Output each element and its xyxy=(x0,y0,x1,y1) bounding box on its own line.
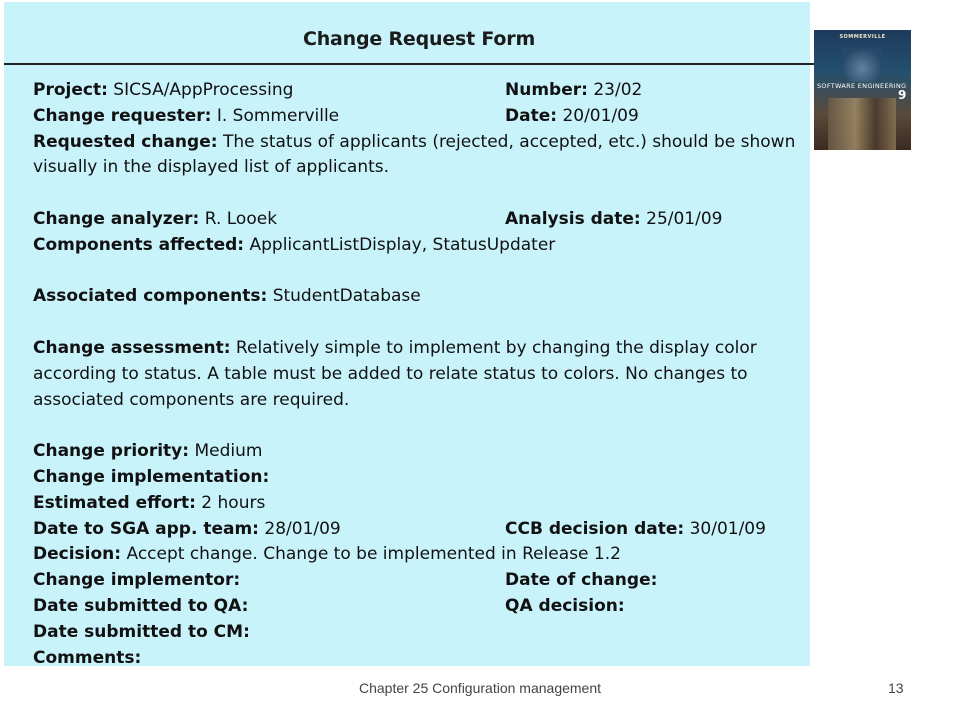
spacer xyxy=(33,413,801,439)
book-cover-art-building xyxy=(828,98,896,150)
title-divider xyxy=(4,63,814,65)
ccb-decision-date-label: CCB decision date: xyxy=(505,518,685,539)
ccb-decision-date-value: 30/01/09 xyxy=(684,518,766,539)
date-to-sga-label: Date to SGA app. team: xyxy=(33,518,259,539)
form-title: Change Request Form xyxy=(302,28,536,50)
date-label: Date: xyxy=(505,105,558,126)
estimated-effort-value: 2 hours xyxy=(195,492,266,513)
form-row-components-affected xyxy=(33,233,801,259)
form-row-decision xyxy=(33,542,801,568)
form-row-requester xyxy=(33,104,801,130)
spacer xyxy=(33,310,801,336)
qa-decision-label: QA decision: xyxy=(505,595,625,616)
book-cover-art-sky xyxy=(842,48,882,82)
project-value: SICSA/AppProcessing xyxy=(107,80,294,100)
book-title: SOFTWARE ENGINEERING xyxy=(817,82,907,90)
decision-value: Accept change. Change to be implemented in Release 1.2 xyxy=(121,544,621,565)
form-row-comments xyxy=(33,646,801,672)
change-implementation-label: Change implementation: xyxy=(33,466,270,487)
change-requester-value: I. Sommerville xyxy=(211,105,340,126)
estimated-effort-label: Estimated effort: xyxy=(33,492,196,513)
associated-components-label: Associated components: xyxy=(33,286,268,307)
date-submitted-qa-label: Date submitted to QA: xyxy=(33,595,249,616)
project-label: Project: xyxy=(33,80,108,100)
date-of-change-label: Date of change: xyxy=(505,570,658,591)
slide-footer: Chapter 25 Configuration management xyxy=(358,680,602,696)
requested-change-label: Requested change: xyxy=(33,131,218,152)
form-row-analyzer xyxy=(33,207,801,233)
requested-change-value: The status of applicants (rejected, accepted, etc.) should be shown visually in the displayed list of applicants. xyxy=(33,131,796,178)
form-row-implementation xyxy=(33,465,801,491)
number-label: Number: xyxy=(505,80,588,100)
date-submitted-cm-label: Date submitted to CM: xyxy=(33,621,250,642)
change-priority-label: Change priority: xyxy=(33,441,190,462)
slide-page-number: 13 xyxy=(888,680,904,696)
form-row-priority xyxy=(33,439,801,465)
change-priority-value: Medium xyxy=(189,441,263,462)
analysis-date-label: Analysis date: xyxy=(505,208,641,229)
change-assessment-label: Change assessment: xyxy=(33,337,231,358)
spacer xyxy=(33,259,801,285)
form-row-effort xyxy=(33,491,801,517)
change-request-form xyxy=(4,2,810,666)
components-affected-value: ApplicantListDisplay, StatusUpdater xyxy=(244,234,556,255)
form-row-implementor xyxy=(33,568,801,594)
form-row-associated-components xyxy=(33,284,801,310)
decision-label: Decision: xyxy=(33,544,122,565)
form-row-cm xyxy=(33,620,801,646)
comments-label: Comments: xyxy=(33,647,142,668)
change-analyzer-value: R. Looek xyxy=(199,208,278,229)
form-body xyxy=(33,78,801,671)
change-implementor-label: Change implementor: xyxy=(33,570,241,591)
form-row-qa xyxy=(33,594,801,620)
form-row-requested-change xyxy=(33,130,801,182)
components-affected-label: Components affected: xyxy=(33,234,245,255)
book-cover-image xyxy=(814,30,911,150)
change-analyzer-label: Change analyzer: xyxy=(33,208,200,229)
book-author: SOMMERVILLE xyxy=(839,34,886,40)
book-edition: 9 xyxy=(898,88,907,102)
number-value: 23/02 xyxy=(587,80,643,100)
associated-components-value: StudentDatabase xyxy=(267,286,421,307)
change-assessment-value: Relatively simple to implement by changing the display color according to status. A table must be added to relate status to colors. No changes to associated components are required. xyxy=(33,337,757,410)
date-to-sga-value: 28/01/09 xyxy=(258,518,341,539)
form-row-sga-date xyxy=(33,517,801,543)
form-row-project xyxy=(33,78,801,104)
analysis-date-value: 25/01/09 xyxy=(640,208,723,229)
date-value: 20/01/09 xyxy=(557,105,639,126)
spacer xyxy=(33,181,801,207)
form-row-change-assessment xyxy=(33,336,801,413)
change-requester-label: Change requester: xyxy=(33,105,212,126)
